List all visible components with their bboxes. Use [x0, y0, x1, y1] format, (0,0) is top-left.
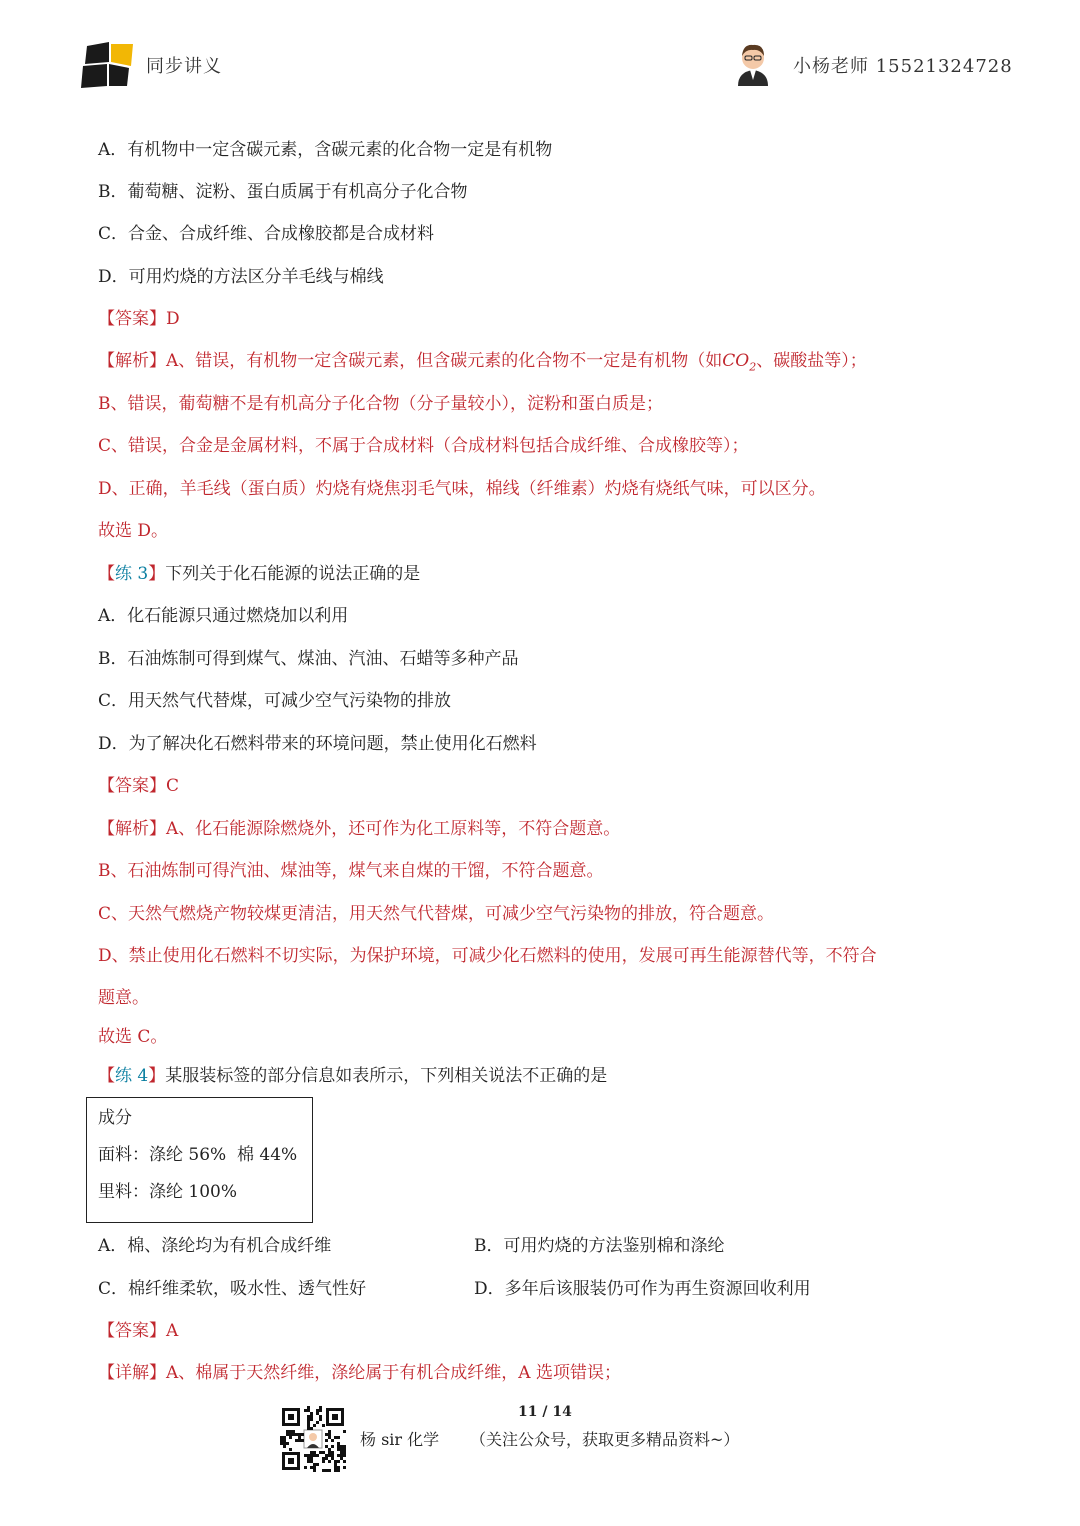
- q3-answer: [98, 774, 179, 798]
- footer-slogan: （关注公众号，获取更多精品资料~）: [470, 1430, 740, 1449]
- q4-option-a: A．棉、涤纶均为有机合成纤维: [98, 1236, 332, 1256]
- q2-analysis-line2: B、错误，葡萄糖不是有机高分子化合物（分子量较小），淀粉和蛋白质是；: [98, 394, 663, 414]
- q3-option-c: C．用天然气代替煤，可减少空气污染物的排放: [98, 691, 452, 711]
- q3-conclusion: 故选 C。: [98, 1027, 168, 1047]
- answer-value: D: [166, 309, 180, 329]
- teacher-contact: 小杨老师 15521324728: [793, 56, 1013, 77]
- q4-stem: [98, 1064, 607, 1088]
- analysis-tag: 【解析】: [98, 351, 166, 371]
- answer-value: C: [166, 776, 180, 796]
- q4-option-c: C．棉纤维柔软，吸水性、透气性好: [98, 1279, 367, 1299]
- q2-conclusion: 故选 D。: [98, 521, 169, 541]
- q3-tag-close: 】: [148, 564, 166, 584]
- logo: [81, 42, 135, 88]
- q3-option-d: D．为了解决化石燃料带来的环境问题，禁止使用化石燃料: [98, 734, 537, 754]
- formula-co2: $CO_2$: [722, 351, 757, 374]
- analysis-tag: 【解析】: [98, 819, 166, 839]
- footer-account: 杨 sir 化学: [360, 1430, 440, 1449]
- analysis-text: A、错误，有机物一定含碳元素，但含碳元素的化合物不一定是有机物（如: [166, 351, 723, 371]
- q3-analysis-line4: D、禁止使用化石燃料不切实际，为保护环境，可减少化石燃料的使用，发展可再生能源替代等，不符合: [98, 946, 877, 966]
- q4-tag-close: 】: [148, 1066, 166, 1086]
- q4-tag: 练 4: [115, 1066, 149, 1086]
- answer-tag: 【答案】: [98, 309, 166, 329]
- page-number: 11 / 14: [518, 1404, 572, 1420]
- q3-analysis-line3: C、天然气燃烧产物较煤更清洁，用天然气代替煤，可减少空气污染物的排放，符合题意。: [98, 904, 775, 924]
- q2-option-b: B．葡萄糖、淀粉、蛋白质属于有机高分子化合物: [98, 182, 468, 202]
- qr-code: [280, 1406, 346, 1472]
- q2-option-d: D．可用灼烧的方法区分羊毛线与棉线: [98, 267, 384, 287]
- detail-tag: 【详解】: [98, 1363, 166, 1383]
- table-row-title: 成分: [98, 1108, 132, 1128]
- header-title: 同步讲义: [146, 56, 222, 77]
- q4-option-d: D．多年后该服装仍可作为再生资源回收利用: [474, 1279, 811, 1299]
- answer-tag: 【答案】: [98, 1321, 166, 1341]
- answer-value: A: [166, 1321, 179, 1341]
- q3-stem: [98, 562, 420, 586]
- q2-answer: [98, 307, 180, 331]
- table-row-fabric: 面料：涤纶 56% 棉 44%: [98, 1145, 298, 1165]
- q3-tag-open: 【: [98, 564, 115, 584]
- q3-analysis-line5: 题意。: [98, 988, 149, 1008]
- analysis-text: A、化石能源除燃烧外，还可作为化工原料等，不符合题意。: [166, 819, 621, 839]
- q4-answer: [98, 1319, 178, 1343]
- q2-analysis-line4: D、正确，羊毛线（蛋白质）灼烧有烧焦羽毛气味，棉线（纤维素）灼烧有烧纸气味，可以区分。: [98, 479, 826, 499]
- q2-analysis-line1: [98, 349, 867, 379]
- q3-analysis-line2: B、石油炼制可得汽油、煤油等，煤气来自煤的干馏，不符合题意。: [98, 861, 604, 881]
- q4-detail-line1: [98, 1361, 621, 1385]
- q2-option-a: A．有机物中一定含碳元素，含碳元素的化合物一定是有机物: [98, 140, 553, 160]
- q3-analysis-line1: [98, 817, 620, 841]
- answer-tag: 【答案】: [98, 776, 166, 796]
- q2-analysis-line3: C、错误，合金是金属材料，不属于合成材料（合成材料包括合成纤维、合成橡胶等）；: [98, 436, 749, 456]
- q4-option-b: B．可用灼烧的方法鉴别棉和涤纶: [474, 1236, 725, 1256]
- q4-tag-open: 【: [98, 1066, 115, 1086]
- table-row-lining: 里料：涤纶 100%: [98, 1182, 238, 1202]
- q3-option-b: B．石油炼制可得到煤气、煤油、汽油、石蜡等多种产品: [98, 649, 519, 669]
- q3-stem-text: 下列关于化石能源的说法正确的是: [165, 564, 421, 584]
- q2-option-c: C．合金、合成纤维、合成橡胶都是合成材料: [98, 224, 435, 244]
- q4-stem-text: 某服装标签的部分信息如表所示，下列相关说法不正确的是: [165, 1066, 608, 1086]
- analysis-text-end: 、碳酸盐等）；: [756, 351, 867, 371]
- detail-text: A、棉属于天然纤维，涤纶属于有机合成纤维，A 选项错误；: [166, 1363, 621, 1383]
- teacher-avatar: [734, 40, 772, 86]
- q3-tag: 练 3: [115, 564, 149, 584]
- q3-option-a: A．化石能源只通过燃烧加以利用: [98, 606, 349, 626]
